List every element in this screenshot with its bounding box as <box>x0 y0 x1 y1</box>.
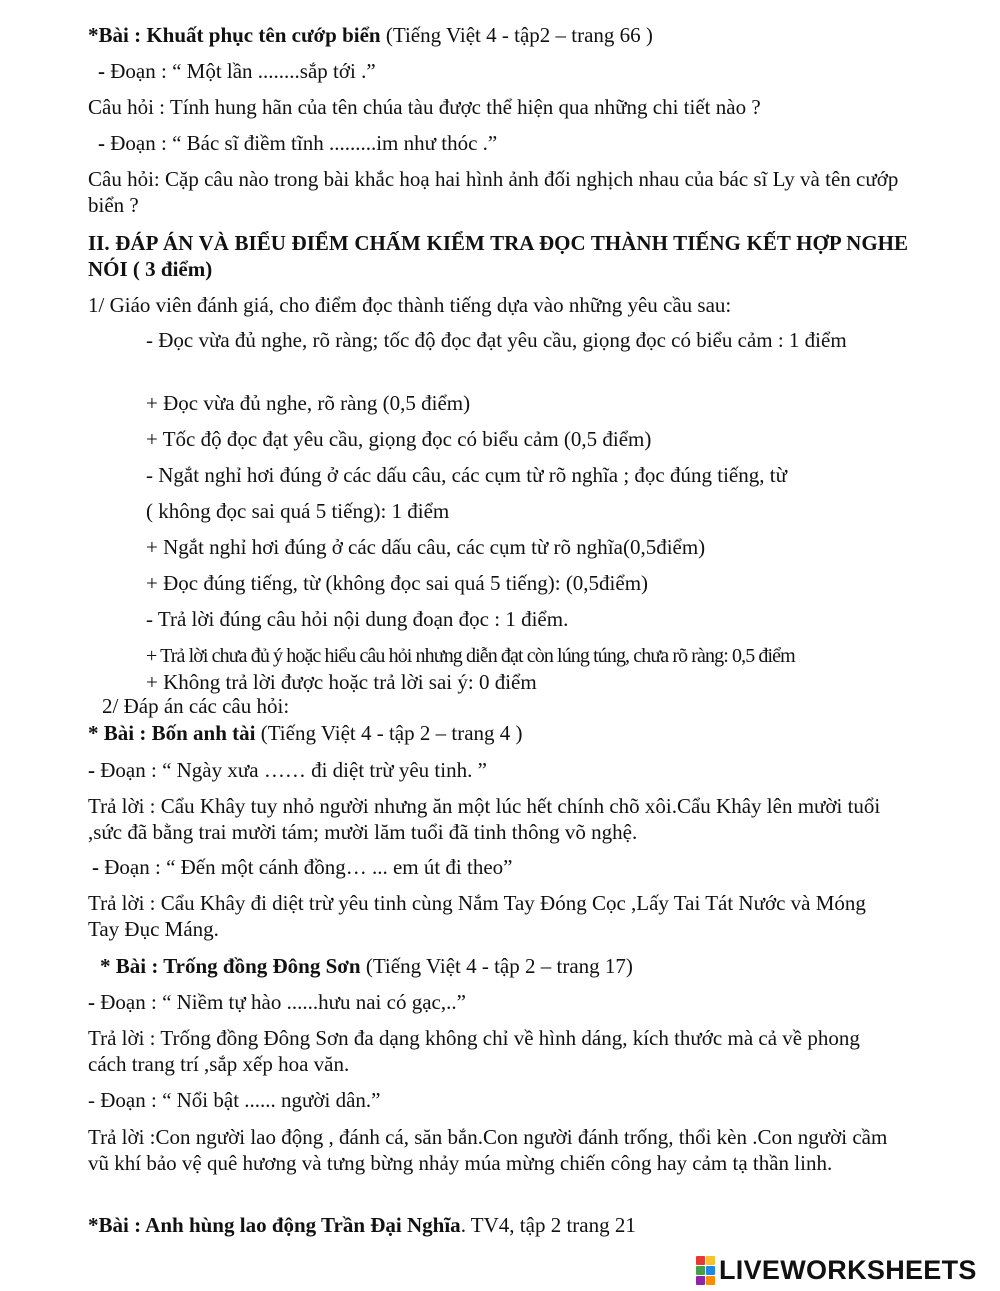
criteria-item: - Đọc vừa đủ nghe, rõ ràng; tốc độ đọc đạt yêu cầu, giọng đọc có biểu cảm : 1 điểm <box>146 328 847 352</box>
passage-line <box>98 130 497 156</box>
logo-square <box>696 1266 705 1275</box>
logo-square <box>706 1276 715 1285</box>
passage-line <box>92 854 513 880</box>
criteria-subitem: + Đọc đúng tiếng, từ (không đọc sai quá 5 tiếng): (0,5điểm) <box>146 571 649 595</box>
answer-text: Trả lời : Cẩu Khây tuy nhỏ người nhưng ăn một lúc hết chính chõ xôi.Cẩu Khây lên mười tuổi ,sức đã bằng trai mười tám; mười lăm tuổi đã tinh thông võ nghệ. <box>88 794 881 844</box>
criteria-item-cont: ( không đọc sai quá 5 tiếng): 1 điểm <box>146 499 450 523</box>
lesson-heading-1 <box>88 22 653 48</box>
bullet: - <box>92 855 105 879</box>
criteria-subitem: + Ngắt nghỉ hơi đúng ở các dấu câu, các cụm từ rõ nghĩa(0,5điểm) <box>146 535 706 559</box>
lesson-source: (Tiếng Việt 4 - tập2 – trang 66 ) <box>380 23 653 47</box>
answer-text: Trả lời : Cẩu Khây đi diệt trừ yêu tinh cùng Nắm Tay Đóng Cọc ,Lấy Tai Tát Nước và Móng Tay Đục Máng. <box>88 891 866 941</box>
lesson-source: . TV4, tập 2 trang 21 <box>460 1213 636 1237</box>
passage-text: Đoạn : “ Ngày xưa …… đi diệt trừ yêu tinh. ” <box>100 758 487 782</box>
logo-square <box>706 1256 715 1265</box>
lesson-heading-4 <box>88 1212 636 1238</box>
passage-line <box>88 757 487 783</box>
criteria-item: - Ngắt nghỉ hơi đúng ở các dấu câu, các cụm từ rõ nghĩa ; đọc đúng tiếng, từ <box>146 463 787 487</box>
answers-intro: 2/ Đáp án các câu hỏi: <box>102 694 290 718</box>
lesson-heading-3 <box>100 953 633 979</box>
section-heading: II. ĐÁP ÁN VÀ BIỂU ĐIỂM CHẤM KIỂM TRA ĐỌC THÀNH TIẾNG KẾT HỢP NGHE NÓI ( 3 điểm) <box>88 231 908 281</box>
criteria-intro: 1/ Giáo viên đánh giá, cho điểm đọc thành tiếng dựa vào những yêu cầu sau: <box>88 293 732 317</box>
bullet: - <box>98 131 111 155</box>
logo-grid-icon <box>696 1256 715 1285</box>
lesson-title: * Bài : Trống đồng Đông Sơn <box>100 954 361 978</box>
lesson-title: * Bài : Bốn anh tài <box>88 721 256 745</box>
bullet: - <box>88 990 101 1014</box>
lesson-heading-2 <box>88 720 523 746</box>
criteria-subitem: + Tốc độ đọc đạt yêu cầu, giọng đọc có biểu cảm (0,5 điểm) <box>146 427 652 451</box>
passage-line <box>98 58 376 84</box>
logo-square <box>696 1276 705 1285</box>
logo-square <box>706 1266 715 1275</box>
lesson-source: (Tiếng Việt 4 - tập 2 – trang 4 ) <box>255 721 523 745</box>
logo-text: LIVEWORKSHEETS <box>719 1255 977 1285</box>
question-line: Câu hỏi: Cặp câu nào trong bài khắc hoạ hai hình ảnh đối nghịch nhau của bác sĩ Ly và tên cướp biển ? <box>88 167 899 217</box>
answer-text: Trả lời : Trống đồng Đông Sơn đa dạng không chỉ về hình dáng, kích thước mà cả về phong cách trang trí ,sắp xếp hoa văn. <box>88 1026 860 1076</box>
answer-text: Trả lời :Con người lao động , đánh cá, săn bắn.Con người đánh trống, thổi kèn .Con người cầm vũ khí bảo vệ quê hương và tưng bừng nhảy múa mừng chiến công hay cảm tạ thần linh. <box>88 1125 888 1175</box>
lesson-source: (Tiếng Việt 4 - tập 2 – trang 17) <box>360 954 633 978</box>
criteria-subitem: + Đọc vừa đủ nghe, rõ ràng (0,5 điểm) <box>146 391 471 415</box>
question-line: Câu hỏi : Tính hung hãn của tên chúa tàu được thể hiện qua những chi tiết nào ? <box>88 95 761 119</box>
logo-square <box>696 1256 705 1265</box>
passage-line <box>88 989 466 1015</box>
bullet: - <box>98 59 111 83</box>
lesson-title: *Bài : Anh hùng lao động Trần Đại Nghĩa <box>88 1213 461 1237</box>
criteria-item: - Trả lời đúng câu hỏi nội dung đoạn đọc : 1 điểm. <box>146 607 569 631</box>
liveworksheets-logo[interactable] <box>696 1254 977 1286</box>
passage-text: Đoạn : “ Một lần ........sắp tới .” <box>110 59 376 83</box>
criteria-subitem: + Không trả lời được hoặc trả lời sai ý: 0 điểm <box>146 670 537 694</box>
passage-line: - Đoạn : “ Nổi bật ...... người dân.” <box>88 1088 381 1112</box>
criteria-subitem: + Trả lời chưa đủ ý hoặc hiểu câu hỏi nhưng diễn đạt còn lúng túng, chưa rõ ràng: 0,5 điểm <box>146 645 795 667</box>
passage-text: Đoạn : “ Niềm tự hào ......hưu nai có gạc,..” <box>100 990 466 1014</box>
bullet: - <box>88 758 101 782</box>
lesson-title: *Bài : Khuất phục tên cướp biển <box>88 23 381 47</box>
passage-text: Đoạn : “ Đến một cánh đồng… ... em út đi theo” <box>104 855 513 879</box>
passage-text: Đoạn : “ Bác sĩ điềm tĩnh .........im như thóc .” <box>110 131 498 155</box>
